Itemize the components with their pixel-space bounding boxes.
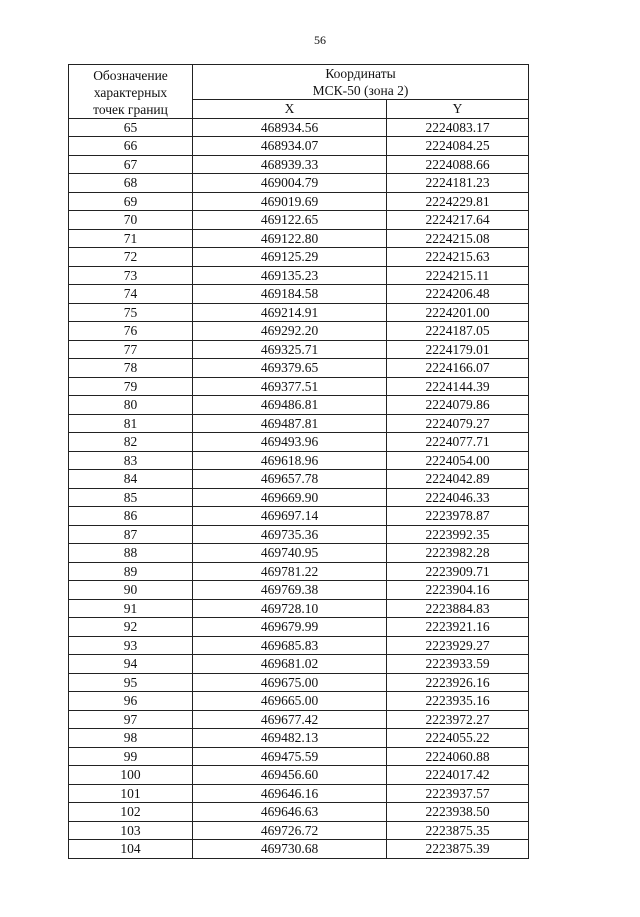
point-number-cell: 75 (69, 303, 193, 322)
y-coordinate-cell: 2223909.71 (387, 562, 529, 581)
point-number-cell: 85 (69, 488, 193, 507)
table-row (69, 285, 529, 304)
table-row (69, 821, 529, 840)
x-coordinate-cell: 469135.23 (193, 266, 387, 285)
y-coordinate-cell: 2223935.16 (387, 692, 529, 711)
table-row (69, 544, 529, 563)
x-coordinate-cell: 469730.68 (193, 840, 387, 859)
y-coordinate-cell: 2224201.00 (387, 303, 529, 322)
y-coordinate-cell: 2224055.22 (387, 729, 529, 748)
y-coordinate-cell: 2223982.28 (387, 544, 529, 563)
y-coordinate-cell: 2223929.27 (387, 636, 529, 655)
point-number-cell: 101 (69, 784, 193, 803)
point-number-cell: 74 (69, 285, 193, 304)
y-coordinate-cell: 2224083.17 (387, 118, 529, 137)
point-number-cell: 66 (69, 137, 193, 156)
group-header-line-2: МСК-50 (зона 2) (312, 83, 409, 98)
point-number-cell: 98 (69, 729, 193, 748)
y-coordinate-cell: 2224060.88 (387, 747, 529, 766)
table-row (69, 322, 529, 341)
table-row (69, 174, 529, 193)
table-row (69, 451, 529, 470)
point-number-cell: 102 (69, 803, 193, 822)
point-number-cell: 92 (69, 618, 193, 637)
point-number-cell: 79 (69, 377, 193, 396)
x-coordinate-cell: 469669.90 (193, 488, 387, 507)
y-coordinate-cell: 2224229.81 (387, 192, 529, 211)
point-number-cell: 65 (69, 118, 193, 137)
x-coordinate-cell: 469184.58 (193, 285, 387, 304)
point-number-cell: 71 (69, 229, 193, 248)
y-coordinate-cell: 2223875.35 (387, 821, 529, 840)
x-coordinate-cell: 469675.00 (193, 673, 387, 692)
point-number-cell: 103 (69, 821, 193, 840)
point-number-cell: 68 (69, 174, 193, 193)
x-coordinate-cell: 469697.14 (193, 507, 387, 526)
point-number-cell: 76 (69, 322, 193, 341)
x-coordinate-cell: 469769.38 (193, 581, 387, 600)
x-coordinate-cell: 469646.63 (193, 803, 387, 822)
x-coordinate-cell: 469214.91 (193, 303, 387, 322)
y-coordinate-cell: 2224042.89 (387, 470, 529, 489)
table-row (69, 488, 529, 507)
y-coordinate-cell: 2223884.83 (387, 599, 529, 618)
table-row (69, 507, 529, 526)
table-row (69, 636, 529, 655)
point-number-cell: 100 (69, 766, 193, 785)
y-coordinate-cell: 2224054.00 (387, 451, 529, 470)
x-coordinate-cell: 469486.81 (193, 396, 387, 415)
y-coordinate-cell: 2224215.08 (387, 229, 529, 248)
y-coordinate-cell: 2224084.25 (387, 137, 529, 156)
table-row (69, 470, 529, 489)
point-number-cell: 80 (69, 396, 193, 415)
table-row (69, 840, 529, 859)
point-label-line-3: точек границ (93, 101, 168, 117)
x-coordinate-cell: 469475.59 (193, 747, 387, 766)
x-coordinate-cell: 469325.71 (193, 340, 387, 359)
point-number-cell: 87 (69, 525, 193, 544)
point-number-cell: 97 (69, 710, 193, 729)
table-row (69, 710, 529, 729)
x-column-header: X (193, 100, 387, 119)
point-number-cell: 77 (69, 340, 193, 359)
table-row (69, 192, 529, 211)
group-header-line-1: Координаты (325, 66, 396, 81)
y-coordinate-cell: 2224206.48 (387, 285, 529, 304)
x-coordinate-cell: 469487.81 (193, 414, 387, 433)
table-row (69, 248, 529, 267)
y-coordinate-cell: 2223972.27 (387, 710, 529, 729)
point-number-cell: 90 (69, 581, 193, 600)
page-number: 56 (314, 33, 326, 47)
table-row (69, 581, 529, 600)
table-row (69, 599, 529, 618)
y-coordinate-cell: 2223921.16 (387, 618, 529, 637)
y-coordinate-cell: 2224166.07 (387, 359, 529, 378)
y-coordinate-cell: 2224181.23 (387, 174, 529, 193)
x-coordinate-cell: 469685.83 (193, 636, 387, 655)
point-number-cell: 88 (69, 544, 193, 563)
x-coordinate-cell: 469646.16 (193, 784, 387, 803)
table-row (69, 340, 529, 359)
x-coordinate-cell: 469456.60 (193, 766, 387, 785)
table-row (69, 303, 529, 322)
y-coordinate-cell: 2224215.63 (387, 248, 529, 267)
x-coordinate-cell: 469679.99 (193, 618, 387, 637)
y-coordinate-cell: 2224187.05 (387, 322, 529, 341)
y-coordinate-cell: 2224144.39 (387, 377, 529, 396)
table-row (69, 433, 529, 452)
point-number-cell: 78 (69, 359, 193, 378)
table-row (69, 377, 529, 396)
x-coordinate-cell: 469728.10 (193, 599, 387, 618)
y-coordinate-cell: 2223978.87 (387, 507, 529, 526)
point-number-cell: 67 (69, 155, 193, 174)
table-row (69, 137, 529, 156)
table-body (69, 118, 529, 858)
table-header (69, 65, 529, 119)
point-number-cell: 94 (69, 655, 193, 674)
x-coordinate-cell: 469677.42 (193, 710, 387, 729)
table-row (69, 118, 529, 137)
y-coordinate-cell: 2224079.86 (387, 396, 529, 415)
point-number-cell: 86 (69, 507, 193, 526)
x-coordinate-cell: 469125.29 (193, 248, 387, 267)
x-coordinate-cell: 469740.95 (193, 544, 387, 563)
table-row (69, 525, 529, 544)
x-coordinate-cell: 469019.69 (193, 192, 387, 211)
x-coordinate-cell: 469377.51 (193, 377, 387, 396)
x-coordinate-cell: 468934.56 (193, 118, 387, 137)
coordinates-group-header (193, 65, 529, 100)
x-coordinate-cell: 469735.36 (193, 525, 387, 544)
table-row (69, 673, 529, 692)
table-row (69, 396, 529, 415)
table-row (69, 266, 529, 285)
x-coordinate-cell: 469482.13 (193, 729, 387, 748)
point-number-cell: 93 (69, 636, 193, 655)
y-coordinate-cell: 2223992.35 (387, 525, 529, 544)
x-coordinate-cell: 469618.96 (193, 451, 387, 470)
y-coordinate-cell: 2224077.71 (387, 433, 529, 452)
point-number-cell: 96 (69, 692, 193, 711)
x-coordinate-cell: 469122.80 (193, 229, 387, 248)
x-coordinate-cell: 469781.22 (193, 562, 387, 581)
point-label-line-2: характерных (93, 84, 168, 100)
point-number-cell: 83 (69, 451, 193, 470)
y-coordinate-cell: 2224079.27 (387, 414, 529, 433)
point-number-cell: 99 (69, 747, 193, 766)
coordinates-table (68, 64, 529, 859)
x-coordinate-cell: 468934.07 (193, 137, 387, 156)
point-number-cell: 81 (69, 414, 193, 433)
x-coordinate-cell: 469004.79 (193, 174, 387, 193)
table-row (69, 562, 529, 581)
table-row (69, 747, 529, 766)
x-coordinate-cell: 469379.65 (193, 359, 387, 378)
point-label-line-1: Обозначение (93, 67, 168, 83)
y-coordinate-cell: 2224017.42 (387, 766, 529, 785)
table-row (69, 229, 529, 248)
point-number-cell: 82 (69, 433, 193, 452)
y-column-header: Y (387, 100, 529, 119)
y-coordinate-cell: 2223926.16 (387, 673, 529, 692)
y-coordinate-cell: 2223904.16 (387, 581, 529, 600)
table-row (69, 803, 529, 822)
x-coordinate-cell: 469122.65 (193, 211, 387, 230)
table-row (69, 155, 529, 174)
table-row (69, 359, 529, 378)
table-row (69, 766, 529, 785)
table-row (69, 692, 529, 711)
x-coordinate-cell: 469493.96 (193, 433, 387, 452)
y-coordinate-cell: 2223875.39 (387, 840, 529, 859)
table-row (69, 729, 529, 748)
point-number-cell: 95 (69, 673, 193, 692)
table-row (69, 414, 529, 433)
point-number-cell: 104 (69, 840, 193, 859)
point-number-cell: 89 (69, 562, 193, 581)
point-number-cell: 69 (69, 192, 193, 211)
table-row (69, 655, 529, 674)
y-coordinate-cell: 2223937.57 (387, 784, 529, 803)
table-row (69, 211, 529, 230)
point-number-cell: 70 (69, 211, 193, 230)
point-number-cell: 84 (69, 470, 193, 489)
y-coordinate-cell: 2224046.33 (387, 488, 529, 507)
y-coordinate-cell: 2224088.66 (387, 155, 529, 174)
x-coordinate-cell: 468939.33 (193, 155, 387, 174)
x-coordinate-cell: 469681.02 (193, 655, 387, 674)
y-coordinate-cell: 2223933.59 (387, 655, 529, 674)
table-row (69, 618, 529, 637)
point-number-cell: 91 (69, 599, 193, 618)
x-coordinate-cell: 469726.72 (193, 821, 387, 840)
x-coordinate-cell: 469657.78 (193, 470, 387, 489)
x-coordinate-cell: 469292.20 (193, 322, 387, 341)
point-number-cell: 73 (69, 266, 193, 285)
y-coordinate-cell: 2224215.11 (387, 266, 529, 285)
point-label-header (69, 65, 193, 119)
point-number-cell: 72 (69, 248, 193, 267)
y-coordinate-cell: 2223938.50 (387, 803, 529, 822)
x-coordinate-cell: 469665.00 (193, 692, 387, 711)
y-coordinate-cell: 2224179.01 (387, 340, 529, 359)
table-row (69, 784, 529, 803)
y-coordinate-cell: 2224217.64 (387, 211, 529, 230)
